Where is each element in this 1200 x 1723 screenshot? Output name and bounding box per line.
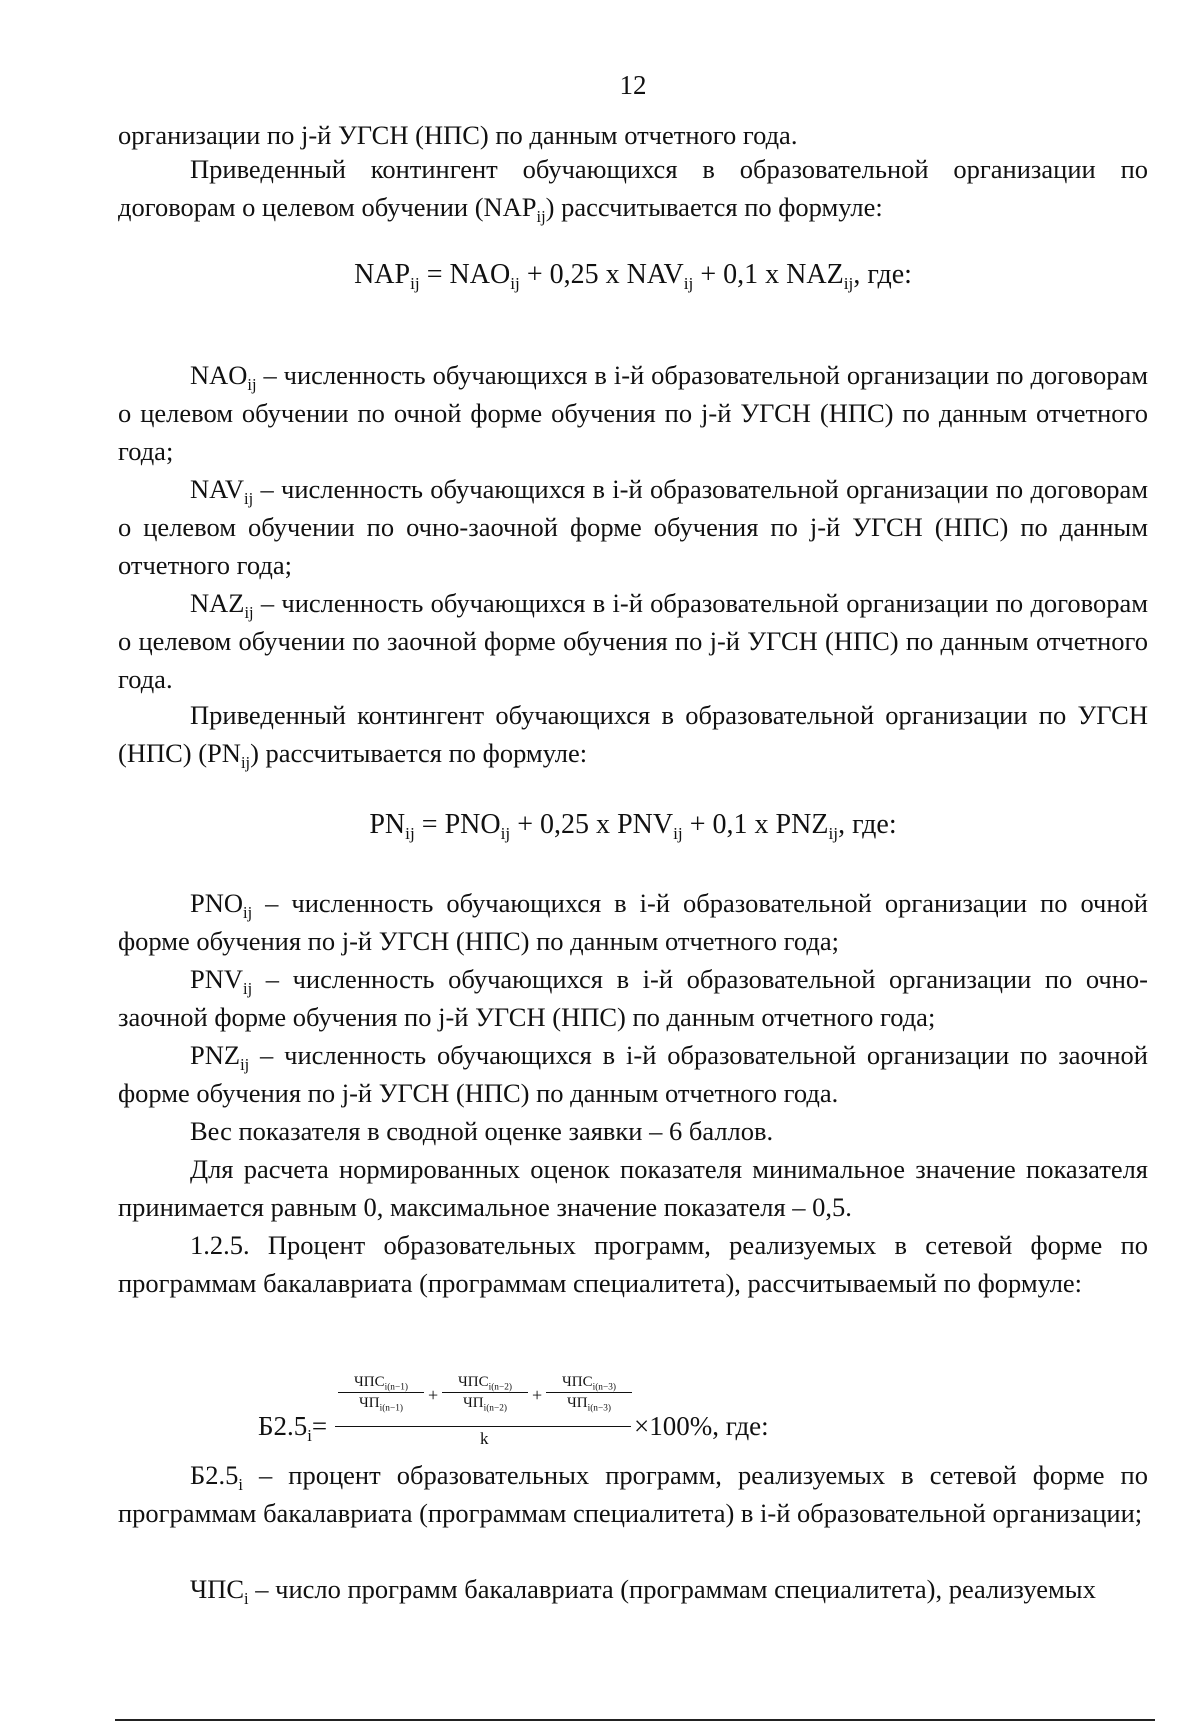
paragraph-continuation: организации по j-й УГСН (НПС) по данным отчетного года. xyxy=(118,120,798,150)
formula-b25-lhs: $Б2.5_i=$ xyxy=(258,1411,328,1445)
paragraph-pn-intro: Приведенный контингент обучающихся в образовательной организации по УГСН (НПС) $(PN_{ij})$ рассчитывается по формуле: xyxy=(118,700,1148,772)
paragraph-normalization: Для расчета нормированных оценок показателя минимальное значение показателя принимается равным 0, максимальное значение показателя – 0,5. xyxy=(118,1154,1148,1222)
definition-chps: $ЧПС_i$ – число программ бакалавриата (программам специалитета), реализуемых xyxy=(190,1574,1096,1608)
definition-nav: $NAV_{ij}$ – численность обучающихся в i-й образовательной организации по договорам о целевом обучении по очно-заочной форме обучения по j-й УГСН (НПС) по данным отчетного года; xyxy=(118,474,1148,580)
formula-b25 xyxy=(258,1374,898,1454)
definition-pnz: $PNZ_{ij}$ – численность обучающихся в i-й образовательной организации по заочной форме обучения по j-й УГСН (НПС) по данным отчетного года. xyxy=(118,1040,1148,1108)
formula-nap: $NAP_{ij} = NAO_{ij} + 0,25$ x $NAV_{ij} + 0,1$ x $NAZ_{ij}$, где: xyxy=(354,259,912,294)
page-number: 12 xyxy=(619,70,647,100)
paragraph-weight: Вес показателя в сводной оценке заявки – 6 баллов. xyxy=(190,1116,774,1146)
definition-b25: $Б2.5_i$ – процент образовательных программ, реализуемых в сетевой форме по программам бакалавриата (программам специалитета) в i-й образовательной организации; xyxy=(118,1460,1148,1528)
plus-sign: + xyxy=(428,1385,439,1405)
plus-sign: + xyxy=(532,1385,543,1405)
main-fraction-bar xyxy=(335,1426,631,1427)
definition-pnv: $PNV_{ij}$ – численность обучающихся в i-й образовательной организации по очно-заочной форме обучения по j-й УГСН (НПС) по данным отчетного года; xyxy=(118,964,1148,1032)
definition-nao: $NAO_{ij}$ – численность обучающихся в i-й образовательной организации по договорам о целевом обучении по очной форме обучения по j-й УГСН (НПС) по данным отчетного года; xyxy=(118,360,1148,466)
paragraph-nap-intro: Приведенный контингент обучающихся в образовательной организации по договорам о целевом обучении $(NAP_{ij})$ рассчитывается по формуле: xyxy=(118,154,1148,226)
fraction-term-3: $ЧПС_{i(n-3)}$ $ЧП_{i(n-3)}$ xyxy=(546,1374,632,1411)
denominator-k: k xyxy=(480,1429,489,1448)
formula-b25-tail: ×100%, где: xyxy=(634,1411,769,1441)
formula-pn: $PN_{ij} = PNO_{ij} + 0,25$ x $PNV_{ij} + 0,1$ x $PNZ_{ij}$, где: xyxy=(369,809,897,844)
fraction-term-2: $ЧПС_{i(n-2)}$ $ЧП_{i(n-2)}$ xyxy=(442,1374,528,1411)
paragraph-item-1-2-5: 1.2.5. Процент образовательных программ, реализуемых в сетевой форме по программам бакалавриата (программам специалитета), рассчитываемый по формуле: xyxy=(118,1230,1148,1298)
definition-naz: $NAZ_{ij}$ – численность обучающихся в i-й образовательной организации по договорам о целевом обучении по заочной форме обучения по j-й УГСН (НПС) по данным отчетного года. xyxy=(118,588,1148,694)
fraction-term-1: $ЧПС_{i(n-1)}$ $ЧП_{i(n-1)}$ xyxy=(338,1374,424,1411)
page-bottom-edge xyxy=(115,1719,1155,1721)
definition-pno: $PNO_{ij}$ – численность обучающихся в i-й образовательной организации по очной форме обучения по j-й УГСН (НПС) по данным отчетного года; xyxy=(118,888,1148,956)
